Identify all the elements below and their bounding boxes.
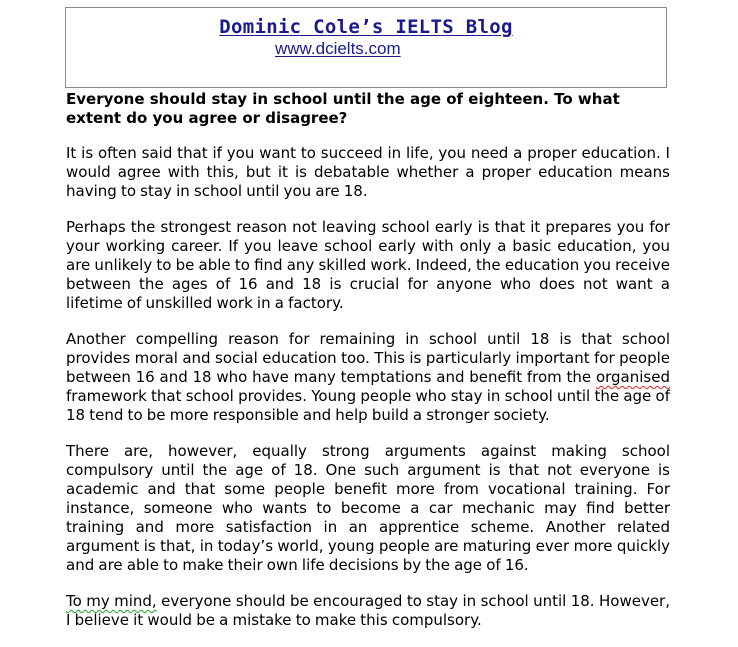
essay-question: Everyone should stay in school until the age of eighteen. To what extent do you agree or disagree?: [66, 90, 620, 127]
paragraph-1: It is often said that if you want to succeed in life, you need a proper education. I would agree with this, but it is debatable whether a proper education means having to stay in school until you are 18.: [66, 144, 670, 200]
grammar-flagged-phrase: To my mind,: [66, 592, 157, 610]
spelling-flagged-word: organised: [595, 368, 670, 386]
paragraph-5-text: everyone should be encouraged to stay in school until 18. However, I believe it would be a mistake to make this compulsory.: [66, 592, 670, 629]
paragraph-4: There are, however, equally strong arguments against making school compulsory until the age of 18. One such argument is that not everyone is academic and that some people benefit more from vocational training. For instance, someone who wants to become a car mechanic may find better training and more satisfaction in an apprentice scheme. Another related argument is that, in today’s world, young people are maturing ever more quickly and are able to make their own life decisions by the age of 16.: [66, 442, 670, 574]
blog-header: [65, 7, 667, 88]
blog-url-link[interactable]: www.dcielts.com: [275, 39, 401, 58]
paragraph-3-text-a: Another compelling reason for remaining in school until 18 is that school provides moral and social education too. This is particularly important for people between 16 and 18 who have many temptations and benefit from the: [66, 330, 670, 386]
paragraph-5: [66, 592, 670, 630]
essay-body: [66, 90, 670, 647]
paragraph-2: Perhaps the strongest reason not leaving school early is that it prepares you for your working career. If you leave school early with only a basic education, you are unlikely to be able to find any skilled work. Indeed, the education you receive between the ages of 16 and 18 is crucial for anyone who does not want a lifetime of unskilled work in a factory.: [66, 218, 670, 312]
paragraph-3-text-b: framework that school provides. Young people who stay in school until the age of 18 tend to be more responsible and help build a stronger society.: [66, 387, 670, 424]
blog-title[interactable]: Dominic Cole’s IELTS Blog: [219, 16, 513, 38]
paragraph-3: [66, 330, 670, 425]
